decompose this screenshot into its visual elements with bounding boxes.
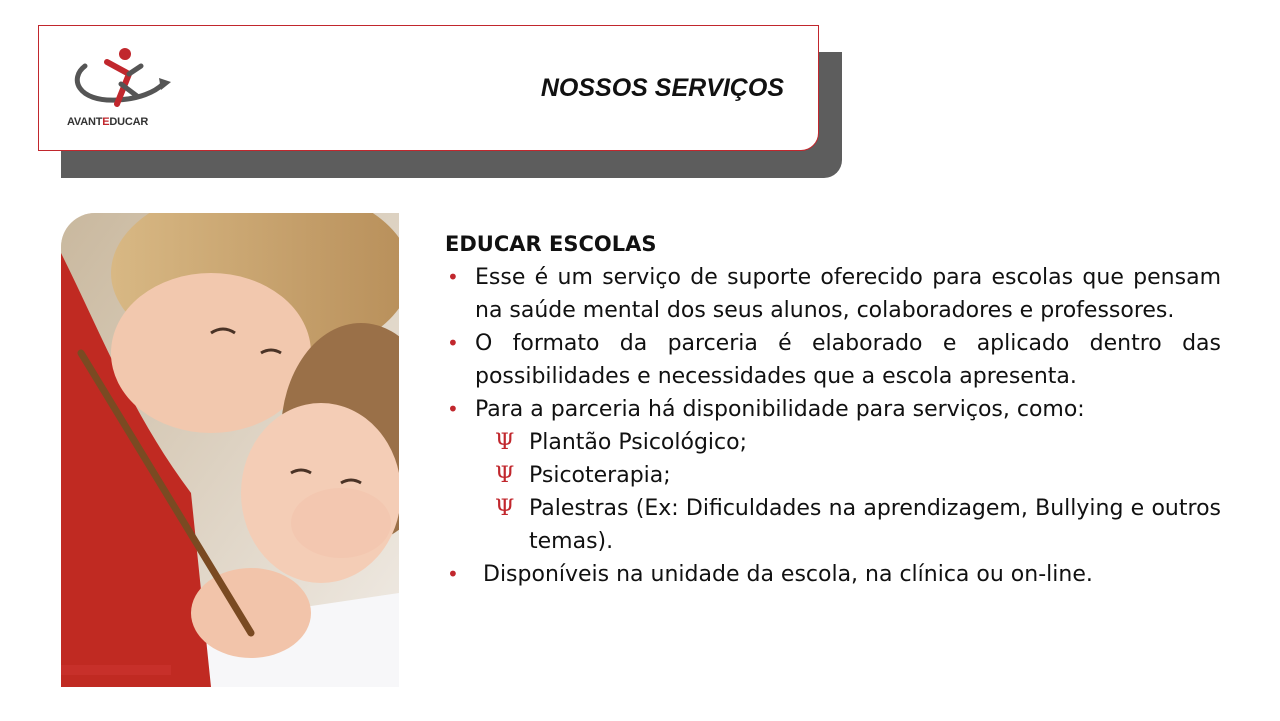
sub-item-text: Plantão Psicológico; bbox=[529, 430, 747, 455]
psi-icon: Ψ bbox=[495, 463, 515, 488]
bullet-item bbox=[445, 261, 1221, 327]
sub-item-text: Psicoterapia; bbox=[529, 463, 671, 488]
bullet-text: Disponíveis na unidade da escola, na clínica ou on-line. bbox=[483, 562, 1093, 587]
bullet-text: Esse é um serviço de suporte oferecido para escolas que pensam na saúde mental dos seus alunos, colaboradores e professores. bbox=[475, 265, 1221, 323]
sub-item bbox=[445, 426, 1221, 459]
bullet-item bbox=[445, 558, 1221, 591]
bullet-text: Para a parceria há disponibilidade para serviços, como: bbox=[475, 397, 1085, 422]
bullet-icon: • bbox=[447, 397, 459, 421]
psi-icon: Ψ bbox=[495, 496, 515, 521]
logo-text: AVANTEDUCAR bbox=[67, 116, 149, 128]
service-bullet-list-end bbox=[445, 558, 1221, 591]
sub-item bbox=[445, 459, 1221, 492]
children-writing-photo bbox=[61, 213, 399, 687]
bullet-item bbox=[445, 327, 1221, 393]
sub-item bbox=[445, 492, 1221, 558]
avanteducar-logo bbox=[67, 44, 179, 136]
sub-item-text: Palestras (Ex: Dificuldades na aprendizagem, Bullying e outros temas). bbox=[529, 496, 1221, 554]
section-title: EDUCAR ESCOLAS bbox=[445, 232, 657, 256]
bullet-icon: • bbox=[447, 331, 459, 355]
header-card bbox=[38, 25, 819, 151]
page-title: NOSSOS SERVIÇOS bbox=[540, 74, 784, 102]
logo-icon bbox=[67, 44, 179, 116]
psi-icon: Ψ bbox=[495, 430, 515, 455]
bullet-text: O formato da parceria é elaborado e aplicado dentro das possibilidades e necessidades que a escola apresenta. bbox=[475, 331, 1221, 389]
bullet-icon: • bbox=[447, 265, 459, 289]
service-bullet-list bbox=[445, 261, 1221, 426]
services-content bbox=[445, 228, 1221, 591]
service-sub-list bbox=[445, 426, 1221, 558]
bullet-icon: • bbox=[447, 562, 459, 586]
bullet-item bbox=[445, 393, 1221, 426]
